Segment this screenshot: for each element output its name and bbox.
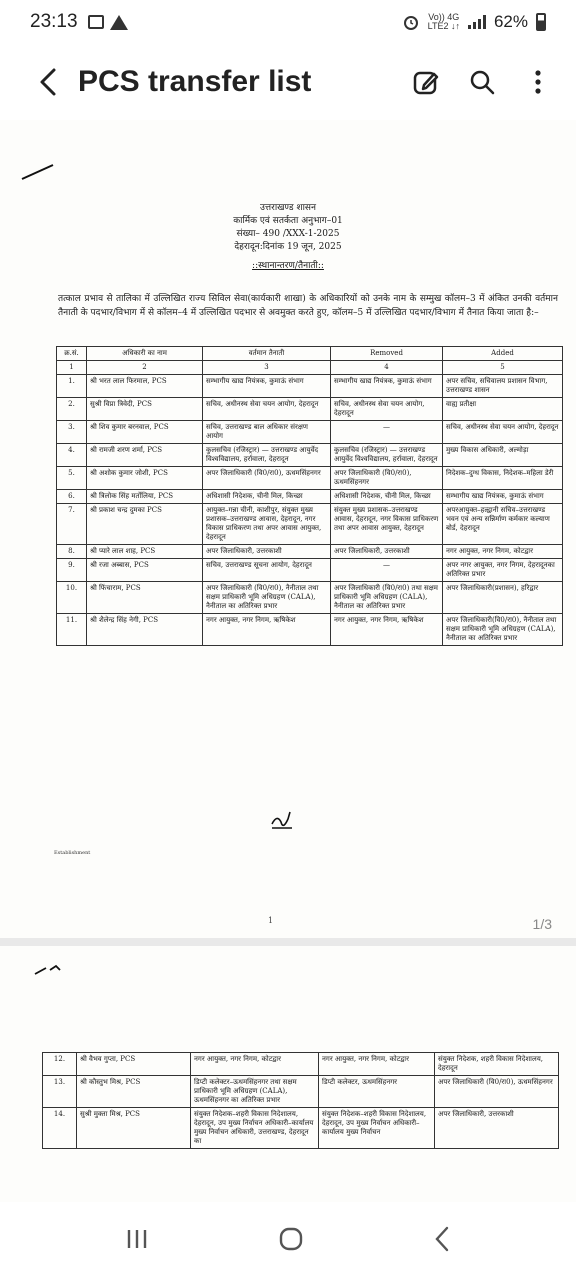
nav-back-icon: [432, 1225, 452, 1253]
current-posting-cell: संयुक्त निदेशक–शहरी विकास निदेशालय, देहरादून, उप मुख्य निर्वाचन अधिकारी–कार्यालय मुख्य निर्वाचन अधिकारी, उत्तराखण्ड, देहरादून का: [191, 1108, 319, 1149]
officer-name-cell: श्री प्रकाश चन्द्र दुमका PCS: [87, 504, 203, 545]
current-posting-cell: सम्भागीय खाद्य नियंत्रक, कुमाऊं संभाग: [203, 375, 331, 398]
table-row: [57, 398, 563, 421]
col-number: 2: [87, 361, 203, 375]
col-header: Added: [443, 347, 563, 361]
added-cell: अपर जिलाधिकारी, उत्तरकाशी: [435, 1108, 559, 1149]
added-cell: अपर जिलाधिकारी (वि0/रा0), ऊधमसिंहनगर: [435, 1076, 559, 1108]
row-number-cell: 4.: [57, 444, 87, 467]
col-number: 5: [443, 361, 563, 375]
document-subject: ::स्थानान्तरण/तैनाती::: [252, 261, 324, 271]
current-posting-cell: कुलसचिव (रजिस्ट्रार) — उत्तराखण्ड आयुर्वेद विश्वविद्यालय, हर्रावाला, देहरादून: [203, 444, 331, 467]
added-cell: सचिव, अधीनस्थ सेवा चयन आयोग, देहरादून: [443, 421, 563, 444]
pdf-page-1: [0, 120, 576, 938]
officer-name-cell: श्री अशोक कुमार जोशी, PCS: [87, 467, 203, 490]
pdf-page-2: [0, 946, 576, 1202]
table-number-row: [57, 361, 563, 375]
removed-cell: —: [331, 421, 443, 444]
table-row: [57, 444, 563, 467]
alarm-icon: [402, 13, 420, 31]
officer-name-cell: सुश्री मुक्ता मिश्र, PCS: [77, 1108, 191, 1149]
nav-back-button[interactable]: [432, 1225, 452, 1257]
row-number-cell: 1.: [57, 375, 87, 398]
app-bar: [0, 44, 576, 120]
current-posting-cell: अपर जिलाधिकारी (वि0/रा0), ऊधमसिंहनगर: [203, 467, 331, 490]
officer-name-cell: श्री वैभव गुप्ता, PCS: [77, 1053, 191, 1076]
removed-cell: सचिव, अधीनस्थ सेवा चयन आयोग, देहरादून: [331, 398, 443, 421]
current-posting-cell: सचिव, उत्तराखण्ड बाल अधिकार संरक्षण आयोग: [203, 421, 331, 444]
current-posting-cell: सचिव, अधीनस्थ सेवा चयन आयोग, देहरादून: [203, 398, 331, 421]
transfer-table-page2: [42, 1052, 559, 1149]
added-cell: अपर जिलाधिकारी(वि0/रा0), नैनीताल तथा सक्षम प्राधिकारी भूमि अधिग्रहण (CALA), नैनीताल का अतिरिक्त प्रभार: [443, 614, 563, 646]
removed-cell: डिप्टी कलेक्टर, ऊधमसिंहनगर: [319, 1076, 435, 1108]
added-cell: वाह्य प्रतीक्षा: [443, 398, 563, 421]
status-bar: [0, 0, 576, 44]
added-cell: संयुक्त निदेशक, शहरी विकास निदेशालय, देहरादून: [435, 1053, 559, 1076]
pdf-viewer[interactable]: [0, 120, 576, 1202]
battery-icon: [536, 13, 546, 31]
signal-icon: [468, 15, 486, 29]
gallery-notification-icon: [88, 15, 104, 29]
added-cell: अपरआयुक्त–हल्द्वानी सचिव–उत्तराखण्ड भवन एवं अन्य सन्निर्माण कर्मकार कल्याण बोर्ड, देहरादून: [443, 504, 563, 545]
table-row: [57, 559, 563, 582]
col-number: 3: [203, 361, 331, 375]
recent-apps-button[interactable]: [124, 1226, 150, 1256]
document-intro: तत्काल प्रभाव से तालिका में उल्लिखित राज्य सिविल सेवा(कार्यकारी शाखा) के अधिकारियों को उनके नाम के सम्मुख कॉलम–3 में अंकित उनकी वर्तमान तैनाती के पदभार/विभाग में से कॉलम–4 में उल्लिखित पदभार से अवमुक्त करते हुए, कॉलम–5 में उल्लिखित पदभार/विभाग में तैनात किया जाता है:–: [58, 294, 558, 318]
table-row: [57, 490, 563, 504]
toolbar-actions: [406, 62, 558, 102]
removed-cell: अधिशासी निदेशक, चीनी मिल, किच्छा: [331, 490, 443, 504]
edit-icon: [412, 68, 440, 96]
battery-percent: 62%: [493, 12, 528, 31]
col-header: अधिकारी का नाम: [87, 347, 203, 361]
current-posting-cell: डिप्टी कलेक्टर–ऊधमसिंहनगर तथा सक्षम प्राधिकारी भूमि अधिग्रहण (CALA), ऊधमसिंहनगर का अतिरिक्त प्रभार: [191, 1076, 319, 1108]
row-number-cell: 9.: [57, 559, 87, 582]
table-row: [57, 545, 563, 559]
back-button[interactable]: [28, 62, 68, 102]
navigation-bar: [0, 1202, 576, 1280]
officer-name-cell: श्री त्रिलोक सिंह मर्तोलिया, PCS: [87, 490, 203, 504]
current-posting-cell: अपर जिलाधिकारी (वि0/रा0), नैनीताल तथा सक्षम प्राधिकारी भूमि अधिग्रहण (CALA), नैनीताल का अतिरिक्त प्रभार: [203, 582, 331, 614]
officer-name-cell: श्री प्यारे लाल शाह, PCS: [87, 545, 203, 559]
officer-name-cell: श्री रामजी शरण शर्मा, PCS: [87, 444, 203, 467]
removed-cell: संयुक्त मुख्य प्रशासक–उत्तराखण्ड आवास, देहरादून, नगर विकास प्राधिकरण तथा अपर आवास आयुक्त, देहरादून: [331, 504, 443, 545]
more-options-button[interactable]: [518, 62, 558, 102]
recent-apps-icon: [124, 1226, 150, 1252]
removed-cell: सम्भागीय खाद्य नियंत्रक, कुमाऊं संभाग: [331, 375, 443, 398]
row-number-cell: 6.: [57, 490, 87, 504]
header-line-3: संख्या– 490 /XXX-1-2025: [236, 229, 340, 239]
removed-cell: अपर जिलाधिकारी (वि0/रा0), ऊधमसिंहनगर: [331, 467, 443, 490]
table-row: [57, 504, 563, 545]
table-row: [57, 614, 563, 646]
table-row: [43, 1053, 559, 1076]
added-cell: नगर आयुक्त, नगर निगम, कोटद्वार: [443, 545, 563, 559]
added-cell: अपर नगर आयुक्त, नगर निगम, देहरादूनका अतिरिक्त प्रभार: [443, 559, 563, 582]
more-vertical-icon: [534, 69, 542, 95]
row-number-cell: 8.: [57, 545, 87, 559]
added-cell: मुख्य विकास अधिकारी, अल्मोड़ा: [443, 444, 563, 467]
header-line-1: उत्तराखण्ड शासन: [259, 203, 316, 213]
added-cell: अपर जिलाधिकारी(प्रशासन), हरिद्वार: [443, 582, 563, 614]
removed-cell: —: [331, 559, 443, 582]
officer-name-cell: श्री शैलेन्द्र सिंह नेगी, PCS: [87, 614, 203, 646]
alert-notification-icon: [110, 15, 128, 30]
row-number-cell: 3.: [57, 421, 87, 444]
edit-button[interactable]: [406, 62, 446, 102]
officer-name-cell: श्री भरत लाल फिरमाल, PCS: [87, 375, 203, 398]
officer-name-cell: श्री रजा अब्बास, PCS: [87, 559, 203, 582]
col-number: 1: [57, 361, 87, 375]
transfer-table: [56, 346, 563, 646]
current-posting-cell: नगर आयुक्त, नगर निगम, ऋषिकेश: [203, 614, 331, 646]
officer-name-cell: श्री शिव कुमार बरनवाल, PCS: [87, 421, 203, 444]
current-posting-cell: सचिव, उत्तराखण्ड सूचना आयोग, देहरादून: [203, 559, 331, 582]
row-number-cell: 5.: [57, 467, 87, 490]
removed-cell: कुलसचिव (रजिस्ट्रार) — उत्तराखण्ड आयुर्वेद विश्वविद्यालय, हर्रावाला, देहरादून: [331, 444, 443, 467]
officer-name-cell: श्री फिंचाराम, PCS: [87, 582, 203, 614]
row-number-cell: 11.: [57, 614, 87, 646]
current-posting-cell: आयुक्त–गन्ना चीनी, काशीपुर, संयुक्त मुख्य प्रशासक–उत्तराखण्ड आवास, देहरादून, नगर विकास प्राधिकरण तथा अपर आवास आयुक्त, देहरादून: [203, 504, 331, 545]
removed-cell: नगर आयुक्त, नगर निगम, ऋषिकेश: [331, 614, 443, 646]
current-posting-cell: नगर आयुक्त, नगर निगम, कोटद्वार: [191, 1053, 319, 1076]
back-arrow-icon: [37, 67, 59, 97]
table-header-row: [57, 347, 563, 361]
row-number-cell: 12.: [43, 1053, 77, 1076]
officer-name-cell: सुश्री विप्रा त्रिवेदी, PCS: [87, 398, 203, 421]
row-number-cell: 7.: [57, 504, 87, 545]
table-row: [57, 467, 563, 490]
home-button[interactable]: [277, 1225, 305, 1257]
current-posting-cell: अधिशासी निदेशक, चीनी मिल, किच्छा: [203, 490, 331, 504]
removed-cell: अपर जिलाधिकारी, उत्तरकाशी: [331, 545, 443, 559]
search-button[interactable]: [462, 62, 502, 102]
row-number-cell: 10.: [57, 582, 87, 614]
search-icon: [468, 68, 496, 96]
table-row: [43, 1076, 559, 1108]
table-row: [57, 375, 563, 398]
page-indicator: 1/3: [532, 916, 552, 932]
col-number: 4: [331, 361, 443, 375]
col-header: वर्तमान तैनाती: [203, 347, 331, 361]
document-header: [0, 202, 576, 273]
col-header: क्र.सं.: [57, 347, 87, 361]
status-time: 23:13: [30, 11, 78, 32]
pen-stroke-mark: [32, 962, 70, 978]
row-number-cell: 2.: [57, 398, 87, 421]
removed-cell: नगर आयुक्त, नगर निगम, कोटद्वार: [319, 1053, 435, 1076]
row-number-cell: 14.: [43, 1108, 77, 1149]
col-header: Removed: [331, 347, 443, 361]
signature-mark: [268, 810, 298, 832]
current-posting-cell: अपर जिलाधिकारी, उत्तरकाशी: [203, 545, 331, 559]
page-title: PCS transfer list: [78, 65, 312, 98]
header-line-4: देहरादून:दिनांक 19 जून, 2025: [234, 242, 342, 252]
added-cell: अपर सचिव, सचिवालय प्रशासन विभाग, उत्तराखण्ड शासन: [443, 375, 563, 398]
removed-cell: अपर जिलाधिकारी (वि0/रा0) तथा सक्षम प्राधिकारी भूमि अधिग्रहण (CALA), नैनीताल का अतिरिक्त प्रभार: [331, 582, 443, 614]
header-line-2: कार्मिक एवं सतर्कता अनुभाग–01: [233, 216, 343, 226]
removed-cell: संयुक्त निदेशक–शहरी विकास निदेशालय, देहरादून, उप मुख्य निर्वाचन अधिकारी–कार्यालय मुख्य निर्वाचन: [319, 1108, 435, 1149]
row-number-cell: 13.: [43, 1076, 77, 1108]
table-row: [57, 582, 563, 614]
notification-icons: [88, 15, 128, 30]
status-right: [402, 12, 546, 32]
table-row: [43, 1108, 559, 1149]
page-center-number: 1: [268, 916, 274, 925]
added-cell: सम्भागीय खाद्य नियंत्रक, कुमाऊं संभाग: [443, 490, 563, 504]
home-icon: [277, 1225, 305, 1253]
table-row: [57, 421, 563, 444]
pen-stroke-mark: [20, 162, 56, 182]
network-indicator: Vo)) 4G LTE2 ↓↑: [427, 12, 460, 31]
footer-label: Establishment: [54, 850, 91, 856]
officer-name-cell: श्री कौस्तुभ मिश्र, PCS: [77, 1076, 191, 1108]
added-cell: निदेशक–दुग्ध विकास, निदेशक–महिला डेरी: [443, 467, 563, 490]
